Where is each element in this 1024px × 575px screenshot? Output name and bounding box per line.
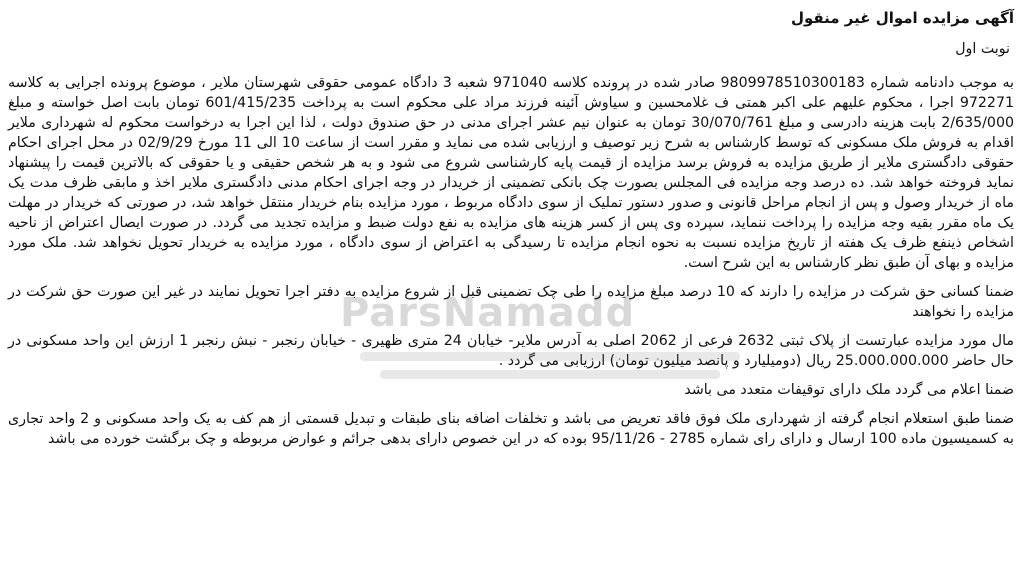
paragraph-participation: ضمنا کسانی حق شرکت در مزایده را دارند که 10 درصد مبلغ مزایده را طی چک تضمینی قبل از شروع مزایده به دفتر اجرا تحویل نمایند در غیر این صورت حق شرکت در مزایده را نخواهند	[8, 284, 1014, 320]
notice-title: آگهی مزایده اموال غیر منقول	[790, 9, 1014, 27]
paragraph-main: به موجب دادنامه شماره 9809978510300183 صادر شده در پرونده کلاسه 971040 شعبه 3 دادگاه عمومی حقوقی شهرستان ملایر ، موضوع پرونده اجرایی به کلاسه 972271 اجرا ، محکوم علیهم علی اکبر همتی ف غلامحسین و سیاوش آئینه فرزند مراد علی محکوم است به پرداخت 601/415/235 تومان بابت اصل خواسته و مبلغ 2/635/000 بابت هزینه دادرسی و مبلغ 30/070/761 تومان به عنوان نیم عشر اجرای مدنی در حق صندوق دولت ، لذا این اجرا به درخواست محکوم له شهرداری ملایر اقدام به فروش ملک مسکونی که توسط کارشناس به شرح زیر توصیف و ارزیابی شده می نماید و مقرر است از ساعت 10 الی 11 مورخ 02/9/29 در محل اجرای احکام حقوقی دادگستری ملایر از طریق مزایده به فروش برسد مزایده از قیمت پایه کارشناسی شروع می شود و به هر شخص حقیقی و یا حقوقی که بالاترین قیمت را پیشنهاد نماید فروخته خواهد شد. ده درصد وجه مزایده فی المجلس بصورت چک بانکی تضمینی از خریدار در وجه اجرای احکام مدنی دادگستری ملایر اخذ و مابقی ظرف مدت یک ماه از خریدار وصول و پس از انجام مراحل قانونی و صدور دستور تملیک از سوی دادگاه مربوط ، مورد مزایده بنام خریدار منتقل خواهد شد، در صورتی که خریدار در مهلت یک ماه مقرر بقیه وجه مزایده را پرداخت ننماید، سپرده وی پس از کسر هزینه های مزایده به نفع دولت ضبط و مزایده تجدید می گردد. در صورت ایصال اعتراض از ناحیه اشخاص ذینفع ظرف یک هفته از تاریخ مزایده نسبت به نحوه انجام مزایده تا رسیدگی به اعتراض از سوی دادگاه ، مورد مزایده به خریدار تحویل نخواهد شد. ملک مورد مزایده و بهای آن طبق نظر کارشناس به این شرح است.	[8, 75, 1015, 271]
paragraph-seizures: ضمنا اعلام می گردد ملک دارای توقیفات متعدد می باشد	[684, 382, 1014, 398]
paragraph-municipality: ضمنا طبق استعلام انجام گرفته از شهرداری ملک فوق فاقد تعریض می باشد و تخلفات اضافه بنای طبقات و تبدیل قسمتی از هم کف به یک واحد مسکونی و 2 واحد تجاری به کسمیسیون ماده 100 ارسال و دارای رای شماره 2785 - 95/11/26 بوده که در این خصوص دارای بدهی جرائم و عوارض مربوطه و چک برگشت خورده می باشد	[8, 411, 1015, 447]
notice-round: نوبت اول	[955, 41, 1010, 57]
watermark-text: ParsNamadd	[340, 290, 636, 336]
paragraph-property: مال مورد مزایده عبارتست از پلاک ثبتی 2632 فرعی از 2062 اصلی به آدرس ملایر- خیابان 24 متری ظهیری - خیابان رنجبر - نبش رنجبر 1 ارزش این واحد مسکونی در حال حاضر 25.000.000.000 ریال (دومیلیارد و پانصد میلیون تومان) ارزیابی می گردد .	[8, 333, 1014, 369]
